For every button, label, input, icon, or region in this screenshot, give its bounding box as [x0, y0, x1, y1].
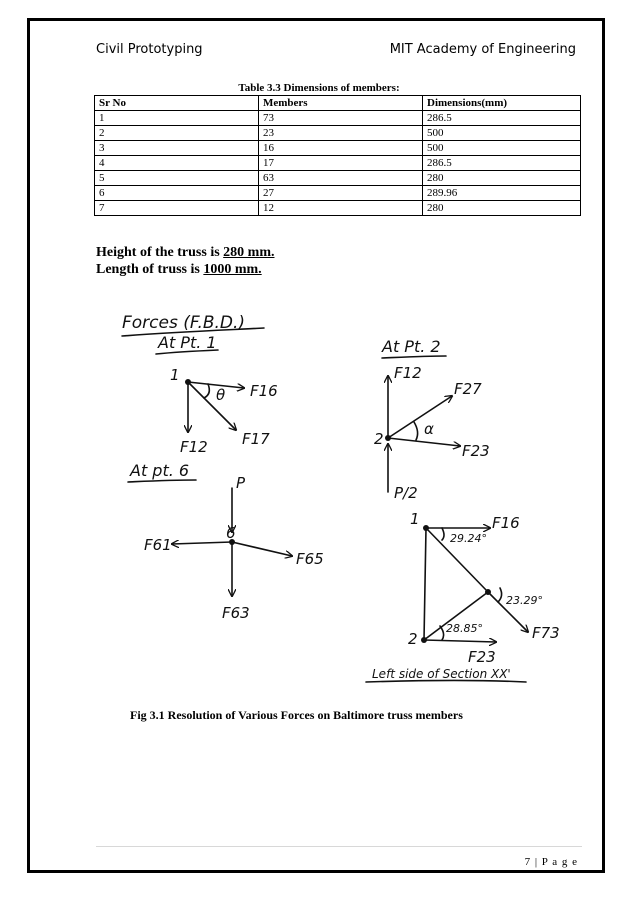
pt2-heading: At Pt. 2 [382, 337, 441, 356]
figure-title: Forces (F.B.D.) [122, 313, 246, 333]
p6-f61-label: F61 [144, 536, 172, 554]
table-caption: Table 3.3 Dimensions of members: [238, 82, 400, 94]
cell-member: 12 [259, 201, 423, 216]
section-angle-arc-1 [442, 528, 444, 540]
cell-srno: 2 [95, 126, 259, 141]
p1-f17-arrow [188, 382, 236, 430]
page-number: 7 | P a g e [524, 856, 578, 868]
height-value: 280 mm. [223, 245, 275, 260]
p2-load-label: P/2 [394, 484, 418, 502]
table-row [95, 111, 581, 126]
cell-dimension: 289.96 [423, 186, 581, 201]
pt2-underline [382, 356, 446, 358]
height-prefix: Height of the truss is [96, 245, 224, 260]
truss-length-text [96, 262, 262, 278]
table-row [95, 126, 581, 141]
cell-dimension: 280 [423, 171, 581, 186]
p6-f65-label: F65 [296, 550, 324, 568]
length-value: 1000 mm. [203, 262, 262, 277]
p1-f16-label: F16 [250, 382, 278, 400]
table-row [95, 201, 581, 216]
col-header-members: Members [259, 96, 423, 111]
p6-f65-arrow [232, 542, 292, 556]
section-f16-label: F16 [492, 514, 520, 532]
section-f73-label: F73 [532, 624, 560, 642]
p2-f27-arrow [388, 396, 452, 438]
section-node-2-dot [421, 637, 427, 643]
section-angle-1-label: 29.24° [450, 532, 487, 545]
p1-angle-arc [204, 384, 209, 398]
p1-angle-label: θ [216, 386, 226, 404]
p1-f17-label: F17 [242, 430, 270, 448]
pt6-heading: At pt. 6 [130, 461, 190, 480]
cell-srno: 1 [95, 111, 259, 126]
dimensions-table [94, 95, 581, 216]
truss-height-text [96, 245, 275, 261]
p2-f23-label: F23 [462, 442, 490, 460]
cell-dimension: 500 [423, 141, 581, 156]
p2-f27-label: F27 [454, 380, 482, 398]
cell-srno: 3 [95, 141, 259, 156]
section-angle-arc-2 [498, 588, 502, 602]
cell-dimension: 500 [423, 126, 581, 141]
section-angle-3-label: 28.85° [446, 622, 483, 635]
p6-f63-label: F63 [222, 604, 250, 622]
section-node-2-label: 2 [408, 630, 418, 648]
pt1-heading: At Pt. 1 [158, 333, 217, 352]
cell-member: 23 [259, 126, 423, 141]
p1-node-dot [185, 379, 191, 385]
figure-caption: Fig 3.1 Resolution of Various Forces on Baltimore truss members [130, 708, 463, 722]
table-row [95, 186, 581, 201]
cell-dimension: 286.5 [423, 111, 581, 126]
p6-f61-arrow [172, 542, 232, 544]
footer-divider [96, 846, 582, 847]
p2-node-label: 2 [374, 430, 384, 448]
cell-srno: 7 [95, 201, 259, 216]
col-header-dimensions: Dimensions(mm) [423, 96, 581, 111]
p6-load-label: P [236, 474, 246, 492]
section-f23-label: F23 [468, 648, 496, 666]
section-node-mid-dot [485, 589, 491, 595]
table-row [95, 141, 581, 156]
p1-f12-label: F12 [180, 438, 208, 456]
cell-srno: 6 [95, 186, 259, 201]
p2-node-dot [385, 435, 391, 441]
force-diagram-figure [96, 292, 570, 702]
cell-member: 63 [259, 171, 423, 186]
col-header-srno: Sr No [95, 96, 259, 111]
section-label: Left side of Section XX' [372, 667, 511, 681]
cell-dimension: 280 [423, 201, 581, 216]
section-node-1-label: 1 [410, 510, 420, 528]
cell-member: 73 [259, 111, 423, 126]
section-node-1-dot [423, 525, 429, 531]
pt6-underline [128, 480, 196, 482]
section-angle-arc-3 [440, 626, 444, 640]
length-prefix: Length of truss is [96, 262, 204, 277]
table-row [95, 156, 581, 171]
header-left: Civil Prototyping [96, 42, 203, 57]
cell-member: 27 [259, 186, 423, 201]
p1-node-label: 1 [170, 366, 180, 384]
table-header-row [95, 96, 581, 111]
p6-node-label: 6 [226, 524, 236, 542]
cell-member: 17 [259, 156, 423, 171]
table-row [95, 171, 581, 186]
cell-member: 16 [259, 141, 423, 156]
section-vertical-member [424, 528, 426, 640]
section-f23-arrow [424, 640, 496, 642]
p2-angle-label: α [424, 420, 434, 438]
p2-angle-arc [414, 422, 418, 440]
section-angle-2-label: 23.29° [506, 594, 543, 607]
p2-f12-label: F12 [394, 364, 422, 382]
cell-dimension: 286.5 [423, 156, 581, 171]
cell-srno: 5 [95, 171, 259, 186]
p2-f23-arrow [388, 438, 460, 446]
cell-srno: 4 [95, 156, 259, 171]
header-right: MIT Academy of Engineering [389, 42, 576, 57]
